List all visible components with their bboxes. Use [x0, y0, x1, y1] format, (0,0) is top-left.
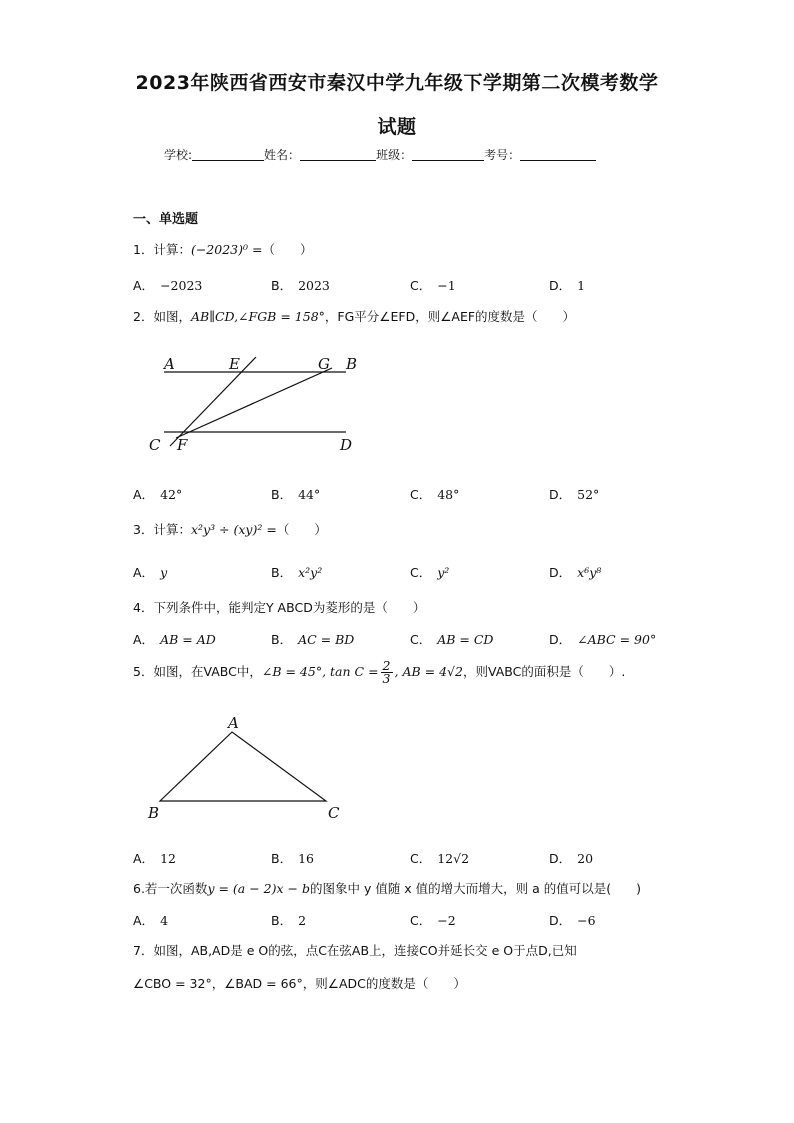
tan-fraction: $\frac{2}{3}$: [382, 658, 391, 686]
question-6-function: y = (a − 2)x − b: [207, 881, 310, 896]
question-7-stem-line2: ∠CBO = 32°，∠BAD = 66°，则∠ADC的度数是（ ）: [133, 976, 466, 991]
line-fe: [170, 357, 256, 446]
exam-title-line2: 试题: [377, 116, 417, 138]
question-7-stem-line1: 7．如图，AB,AD是 e O的弦，点C在弦AB上，连接CO并延长交 e O于点D,已知: [133, 943, 577, 958]
q5-option-d[interactable]: D． 20: [549, 851, 594, 866]
question-1-expression: (−2023)⁰ =: [190, 242, 263, 257]
school-label: 学校:: [164, 148, 193, 162]
triangle-abc: [160, 732, 326, 801]
q4-option-b[interactable]: B． AC = BD: [271, 632, 355, 647]
label-f: F: [177, 436, 188, 454]
label-e: E: [229, 355, 240, 373]
question-5-figure: [140, 712, 360, 827]
q6-option-b[interactable]: B． 2: [271, 913, 307, 928]
q6-option-d[interactable]: D． −6: [549, 913, 596, 928]
label-a: A: [164, 355, 175, 373]
label-c: C: [328, 804, 340, 822]
q3-option-b[interactable]: B． x²y²: [271, 565, 323, 580]
label-d: D: [340, 436, 353, 454]
q1-option-c[interactable]: C． −1: [410, 278, 456, 293]
q3-option-a[interactable]: A． y: [133, 565, 168, 580]
q4-option-c[interactable]: C． AB = CD: [410, 632, 494, 647]
question-3-expression: x²y³ ÷ (xy)² =: [190, 522, 277, 537]
exam-title-line1: 2023年陕西省西安市秦汉中学九年级下学期第二次模考数学: [135, 72, 659, 94]
question-5-stem: 5．如图，在VABC中，∠B = 45°, tan C = $\frac{2}{3}$ , AB = 4√2，则VABC的面积是（ ）.: [133, 658, 626, 686]
label-g: G: [318, 355, 330, 373]
question-2-condition: AB∥CD,∠FGB = 158°: [190, 309, 325, 324]
label-b: B: [346, 355, 358, 373]
q4-option-a[interactable]: A． AB = AD: [133, 632, 216, 647]
q1-option-d[interactable]: D． 1: [549, 278, 586, 293]
class-blank[interactable]: [412, 148, 484, 161]
q5-option-a[interactable]: A． 12: [133, 851, 176, 866]
q5-option-b[interactable]: B． 16: [271, 851, 314, 866]
label-a: A: [228, 714, 239, 732]
q4-option-d[interactable]: D． ∠ABC = 90°: [549, 632, 657, 647]
q6-option-a[interactable]: A． 4: [133, 913, 169, 928]
question-1-stem: 1．计算：(−2023)⁰ =（ ）: [133, 242, 313, 257]
q2-option-a[interactable]: A． 42°: [133, 487, 183, 502]
number-blank[interactable]: [520, 148, 596, 161]
question-3-stem: 3．计算：x²y³ ÷ (xy)² =（ ）: [133, 522, 327, 537]
q6-option-c[interactable]: C． −2: [410, 913, 456, 928]
number-label: 考号：: [484, 148, 521, 162]
class-label: 班级：: [376, 148, 413, 162]
q2-option-d[interactable]: D． 52°: [549, 487, 600, 502]
q2-option-b[interactable]: B． 44°: [271, 487, 321, 502]
q2-option-c[interactable]: C． 48°: [410, 487, 460, 502]
question-2-figure: [140, 350, 380, 460]
q5-option-c[interactable]: C． 12√2: [410, 851, 470, 866]
label-b: B: [148, 804, 160, 822]
question-4-stem: 4．下列条件中，能判定Y ABCD为菱形的是（ ）: [133, 600, 426, 615]
q3-option-c[interactable]: C． y²: [410, 565, 450, 580]
name-label: 姓名：: [264, 148, 301, 162]
q1-option-b[interactable]: B． 2023: [271, 278, 330, 293]
section-heading: 一、单选题: [133, 212, 199, 227]
question-6-stem: 6.若一次函数y = (a − 2)x − b的图象中 y 值随 x 值的增大而增大，则 a 的值可以是( ): [133, 881, 642, 896]
question-2-stem: 2．如图，AB∥CD,∠FGB = 158°，FG平分∠EFD，则∠AEF的度数是（ ）: [133, 309, 576, 324]
q1-option-a[interactable]: A． −2023: [133, 278, 203, 293]
line-fg: [176, 368, 332, 438]
name-blank[interactable]: [300, 148, 376, 161]
q3-option-d[interactable]: D． x⁶y⁸: [549, 565, 602, 580]
student-info-row: [164, 146, 596, 163]
label-c: C: [149, 436, 161, 454]
school-blank[interactable]: [192, 148, 264, 161]
